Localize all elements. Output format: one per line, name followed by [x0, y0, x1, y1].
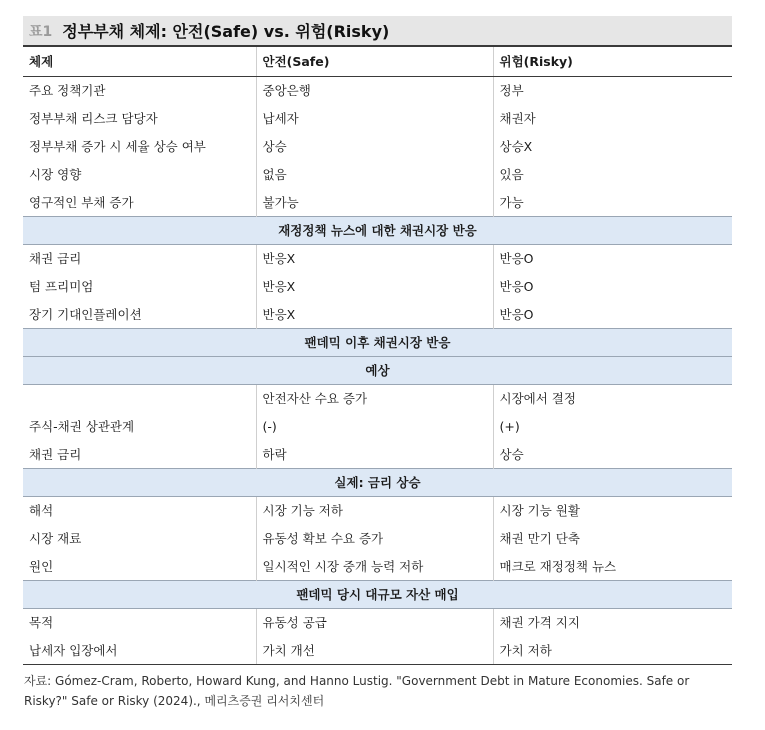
- table-row: [23, 496, 732, 524]
- section-title: 예상: [23, 356, 732, 384]
- section-header-row: [23, 580, 732, 608]
- row-label: 채권 금리: [29, 251, 82, 267]
- row-label: 텀 프리미엄: [29, 279, 94, 294]
- table-body: [23, 76, 732, 664]
- risky-value: 가능: [493, 188, 732, 216]
- row-label: 장기 기대인플레이션: [29, 306, 142, 322]
- header-safe: 안전(Safe): [256, 47, 493, 76]
- table-title: 정부부채 체제: 안전(Safe) vs. 위험(Risky): [62, 22, 390, 41]
- risky-value: 매크로 재정정책 뉴스: [493, 552, 732, 580]
- safe-value: 반응X: [256, 244, 493, 272]
- table-title-bar: [23, 16, 732, 47]
- safe-value: 가치 개선: [256, 636, 493, 664]
- table-row: [23, 440, 732, 468]
- section-title: 팬데믹 이후 채권시장 반응: [23, 328, 732, 356]
- safe-value: 반응X: [256, 300, 493, 328]
- section-title: 팬데믹 당시 대규모 자산 매입: [23, 580, 732, 608]
- section-header-row: [23, 328, 732, 356]
- safe-value: 불가능: [256, 188, 493, 216]
- risky-value: 시장에서 결정: [493, 384, 732, 412]
- safe-value: 하락: [256, 440, 493, 468]
- risky-value: (+): [493, 412, 732, 440]
- risky-value: 반응O: [493, 300, 732, 328]
- header-regime: 체제: [23, 47, 256, 76]
- section-title: 실제: 금리 상승: [23, 468, 732, 496]
- section-header-row: [23, 356, 732, 384]
- safe-value: 안전자산 수요 증가: [256, 384, 493, 412]
- source-note: 자료: Gómez-Cram, Roberto, Howard Kung, and Hanno Lustig. "Government Debt in Mature Economies. Safe or Risky?" Safe or Risky (2024)., 메리츠증권 리서치센터: [24, 673, 690, 708]
- row-label: 원인: [29, 558, 54, 574]
- debt-regime-table: [23, 47, 732, 665]
- safe-value: 상승: [256, 132, 493, 160]
- row-label: 주요 정책기관: [29, 83, 106, 99]
- risky-value: 채권 가격 지지: [493, 608, 732, 636]
- table-row: [23, 636, 732, 664]
- safe-value: 중앙은행: [256, 76, 493, 104]
- safe-value: 납세자: [256, 104, 493, 132]
- row-label: 주식-채권 상관관계: [29, 419, 135, 434]
- row-label: [23, 384, 256, 412]
- row-label: 정부부채 리스크 담당자: [29, 111, 158, 126]
- section-header-row: [23, 216, 732, 244]
- safe-value: 없음: [256, 160, 493, 188]
- row-label: 영구적인 부채 증가: [29, 194, 134, 210]
- risky-value: 채권자: [493, 104, 732, 132]
- table-row: [23, 104, 732, 132]
- table-row: [23, 300, 732, 328]
- safe-value: 반응X: [256, 272, 493, 300]
- safe-value: 일시적인 시장 중개 능력 저하: [256, 552, 493, 580]
- row-label: 해석: [29, 503, 54, 519]
- row-label: 목적: [29, 615, 54, 631]
- risky-value: 채권 만기 단축: [493, 524, 732, 552]
- safe-value: 유동성 공급: [256, 608, 493, 636]
- safe-value: 유동성 확보 수요 증가: [256, 524, 493, 552]
- table-row: [23, 76, 732, 104]
- risky-value: 정부: [493, 76, 732, 104]
- section-header-row: [23, 468, 732, 496]
- row-label: 시장 영향: [29, 167, 82, 182]
- row-label: 채권 금리: [29, 446, 82, 462]
- document-figure: [23, 16, 732, 711]
- table-row: [23, 608, 732, 636]
- table-row: [23, 188, 732, 216]
- table-row: [23, 552, 732, 580]
- row-label: 납세자 입장에서: [23, 636, 256, 664]
- risky-value: 상승X: [493, 132, 732, 160]
- safe-value: (-): [256, 412, 493, 440]
- table-row: [23, 244, 732, 272]
- risky-value: 반응O: [493, 244, 732, 272]
- row-label: 시장 재료: [29, 531, 82, 546]
- risky-value: 가치 저하: [493, 636, 732, 664]
- section-title: 재정정책 뉴스에 대한 채권시장 반응: [23, 216, 732, 244]
- table-row: [23, 384, 732, 412]
- risky-value: 반응O: [493, 272, 732, 300]
- table-row: [23, 132, 732, 160]
- safe-value: 시장 기능 저하: [256, 496, 493, 524]
- table-row: [23, 524, 732, 552]
- header-row: [23, 47, 732, 76]
- header-risky: 위험(Risky): [493, 47, 732, 76]
- row-label: 정부부채 증가 시 세율 상승 여부: [29, 139, 206, 154]
- risky-value: 있음: [493, 160, 732, 188]
- risky-value: 시장 기능 원활: [493, 496, 732, 524]
- table-row: [23, 160, 732, 188]
- table-number-tag: 표1: [29, 23, 53, 40]
- table-row: [23, 412, 732, 440]
- table-row: [23, 272, 732, 300]
- risky-value: 상승: [493, 440, 732, 468]
